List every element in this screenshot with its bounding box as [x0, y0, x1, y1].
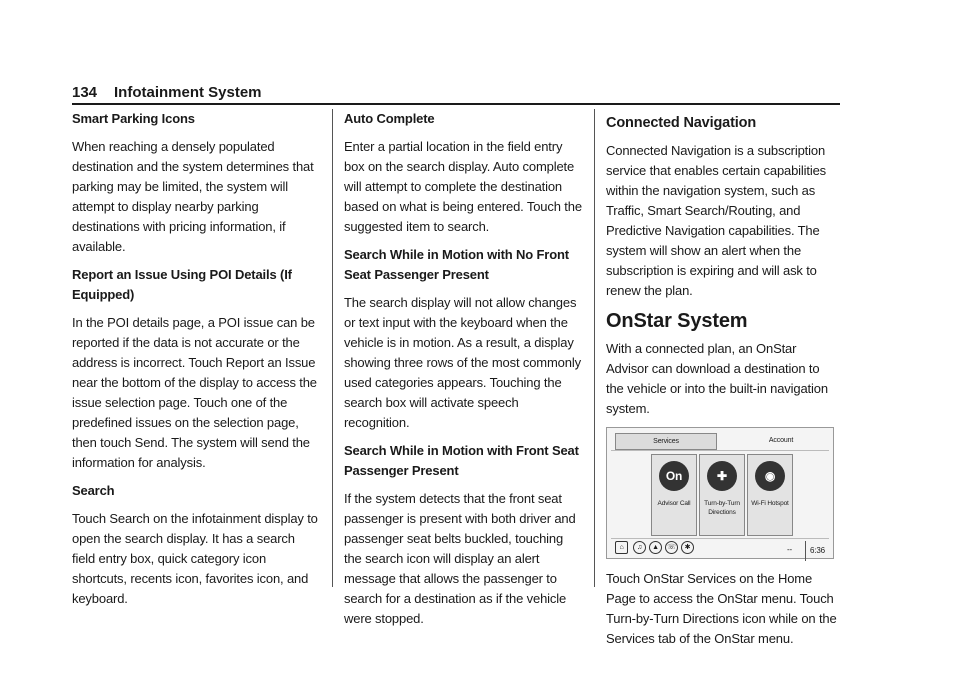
- tab-account[interactable]: Account: [768, 437, 794, 444]
- audio-icon[interactable]: ♫: [633, 541, 646, 554]
- header-rule: [72, 103, 840, 105]
- status-dash: --: [787, 545, 793, 554]
- paragraph: If the system detects that the front seat passenger is present with both driver and passenger seat belts buckled, touching the search icon will display an alert message that allows the passenger to search for a destination as if the vehicle were stopped.: [344, 491, 576, 626]
- status-bar: [611, 538, 829, 555]
- onstar-instructions: Touch OnStar Services on the Home Page to access the OnStar menu. Touch Turn-by-Turn Directions icon while on the Services tab of the OnStar menu.: [606, 571, 837, 646]
- onstar-screen-illustration: [606, 427, 834, 559]
- apps-icon[interactable]: ✱: [681, 541, 694, 554]
- clock: 6:36: [805, 541, 825, 561]
- wifi-icon: ◉: [755, 461, 785, 491]
- column-3: [606, 109, 838, 657]
- column-divider-2: [594, 109, 595, 587]
- advisor-call-tile[interactable]: [651, 454, 697, 536]
- subheading: Search While in Motion with No Front Seat Passenger Present: [344, 247, 569, 282]
- page-number: 134: [72, 84, 98, 101]
- phone-icon[interactable]: ☏: [665, 541, 678, 554]
- paragraph: In the POI details page, a POI issue can be reported if the data is not accurate or the address is incorrect. Touch Report an Issue near the bottom of the display to access the issue selection page. Touch one of the predefined issues on the selection page, then touch Send. The system will send the information for analysis.: [72, 315, 317, 470]
- home-icon[interactable]: ⌂: [615, 541, 628, 554]
- wifi-hotspot-tile[interactable]: [747, 454, 793, 536]
- turn-by-turn-icon: ✚: [707, 461, 737, 491]
- paragraph: The search display will not allow changes or text input with the keyboard when the vehicle is in motion. As a result, a display showing three rows of the most commonly used categories appears. Touching the search box will activate speech recognition.: [344, 295, 581, 430]
- tab-services[interactable]: Services: [615, 433, 717, 450]
- connected-navigation-heading: Connected Navigation: [606, 115, 757, 131]
- onstar-body: With a connected plan, an OnStar Advisor can download a destination to the vehicle or into the built-in navigation system.: [606, 341, 828, 416]
- subheading: Auto Complete: [344, 111, 435, 126]
- onstar-tabs: [611, 432, 829, 451]
- column-2: [344, 109, 584, 637]
- subheading: Report an Issue Using POI Details (If Equipped): [72, 267, 292, 302]
- turn-by-turn-tile[interactable]: [699, 454, 745, 536]
- section-title: Infotainment System: [114, 84, 262, 101]
- navigation-icon[interactable]: ▲: [649, 541, 662, 554]
- onstar-heading: OnStar System: [606, 310, 748, 332]
- paragraph: When reaching a densely populated destination and the system determines that parking may be limited, the system will attempt to display nearby parking destinations with pricing information, if available.: [72, 139, 314, 254]
- column-divider-1: [332, 109, 333, 587]
- onstar-logo-icon: On: [659, 461, 689, 491]
- subheading: Search: [72, 483, 115, 498]
- tile-label: Advisor Call: [657, 500, 691, 507]
- column-1: [72, 109, 320, 617]
- paragraph: Enter a partial location in the field entry box on the search display. Auto complete will attempt to complete the destination based on what is being entered. Touch the suggested item to search.: [344, 139, 582, 234]
- subheading: Smart Parking Icons: [72, 111, 195, 126]
- tile-label: Turn-by-Turn Directions: [704, 500, 740, 516]
- connected-navigation-body: Connected Navigation is a subscription service that enables certain capabilities within the navigation system, such as Traffic, Smart Search/Routing, and Predictive Navigation capabilities. The system will show an alert when the subscription is expiring and will ask to renew the plan.: [606, 143, 827, 298]
- tile-label: Wi-Fi Hotspot: [751, 500, 789, 507]
- paragraph: Touch Search on the infotainment display to open the search display. It has a search field entry box, quick category icon shortcuts, recents icon, favorites icon, and keyboard.: [72, 511, 318, 606]
- subheading: Search While in Motion with Front Seat Passenger Present: [344, 443, 579, 478]
